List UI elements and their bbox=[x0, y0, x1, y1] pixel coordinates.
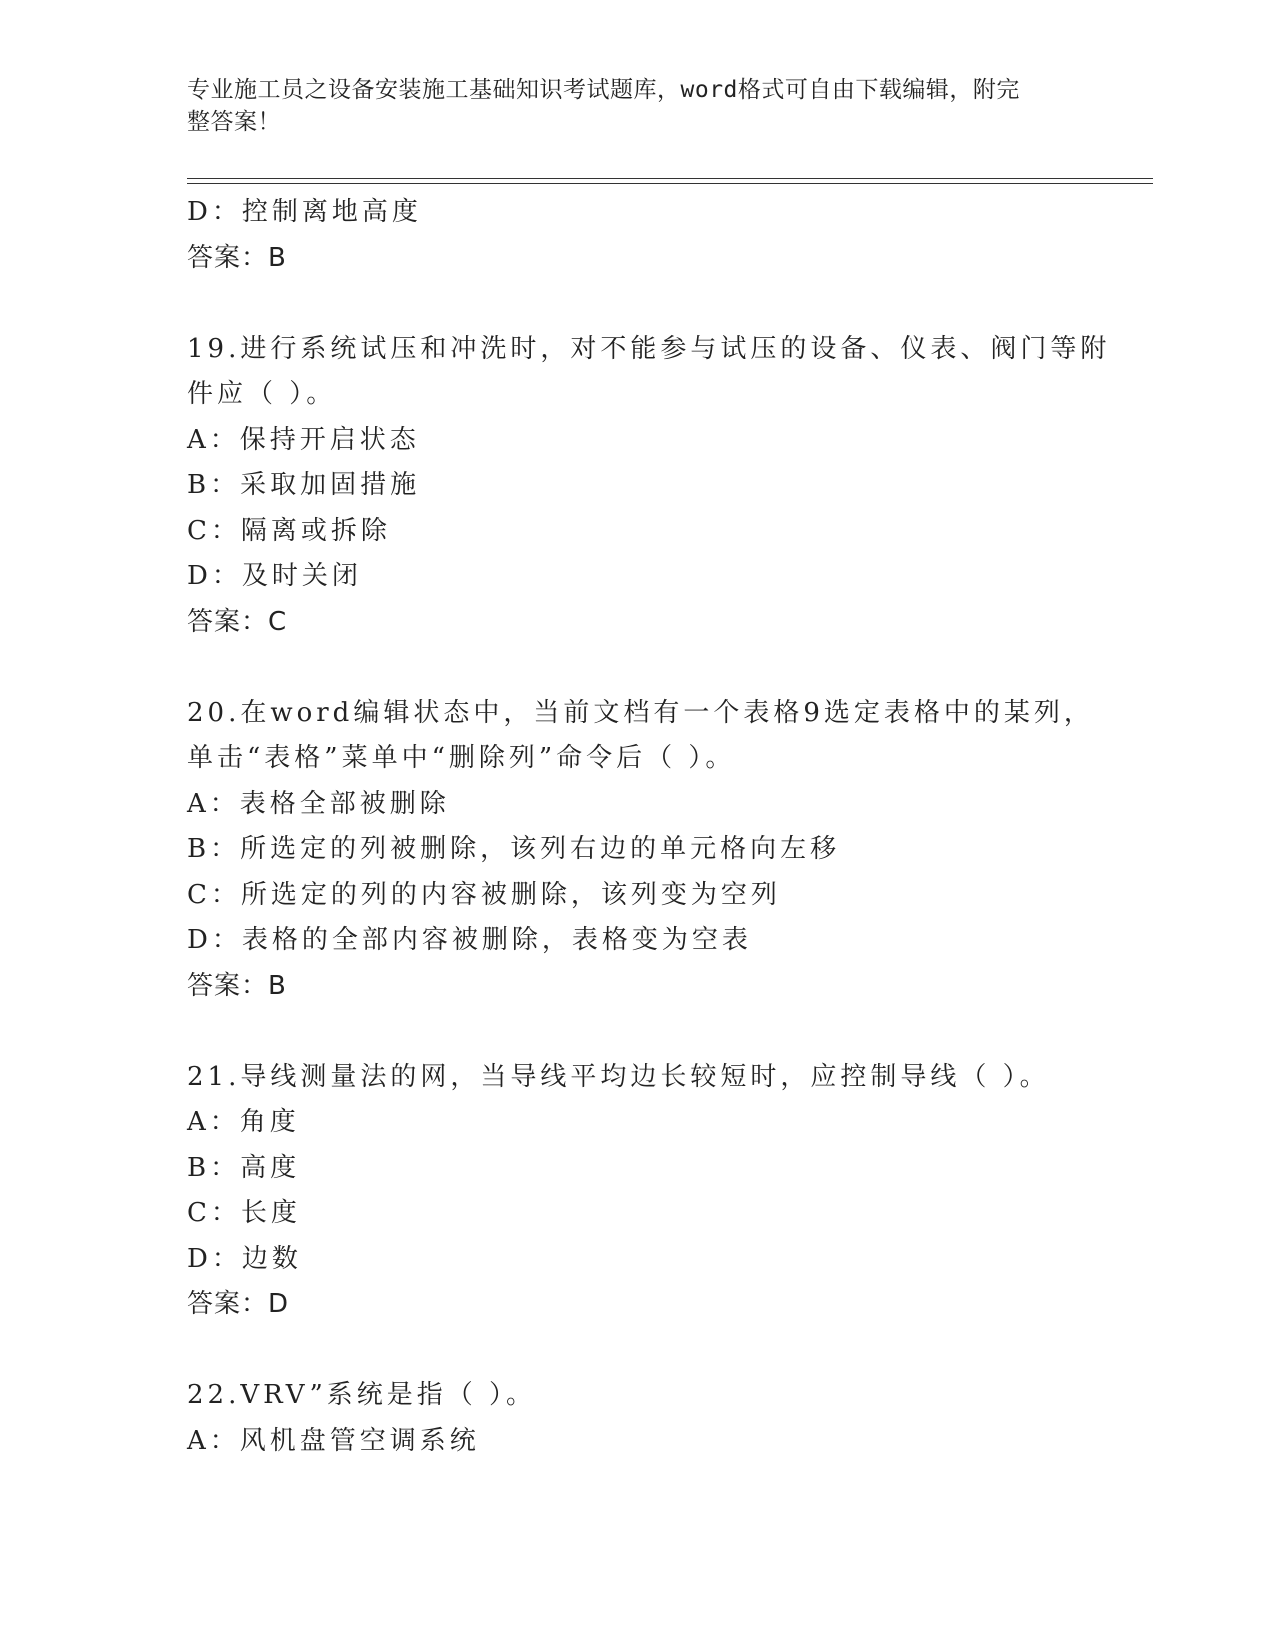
question-stem: 19.进行系统试压和冲洗时，对不能参与试压的设备、仪表、阀门等附 bbox=[187, 333, 1111, 364]
answer-line: 答案：C bbox=[187, 606, 288, 637]
question-stem: 22.VRV”系统是指（ ）。 bbox=[187, 1380, 537, 1410]
option-a: A：表格全部被删除 bbox=[187, 788, 450, 819]
option-d: D：表格的全部内容被删除，表格变为空表 bbox=[187, 925, 752, 955]
option-b: B：采取加固措施 bbox=[187, 470, 421, 500]
spacer bbox=[187, 645, 1153, 691]
header-line-2: 整答案！ bbox=[187, 109, 281, 135]
question-stem: 21.导线测量法的网，当导线平均边长较短时，应控制导线（ ）。 bbox=[187, 1061, 1050, 1092]
question-list bbox=[187, 190, 1153, 1464]
answer-line: 答案：B bbox=[187, 970, 287, 1001]
option-c: C：隔离或拆除 bbox=[187, 515, 391, 546]
option-a: A：保持开启状态 bbox=[187, 424, 420, 455]
header-rule-top bbox=[187, 178, 1153, 179]
question-stem: 20.在word编辑状态中，当前文档有一个表格9选定表格中的某列， bbox=[187, 697, 1094, 728]
option-d: D：及时关闭 bbox=[187, 561, 362, 591]
header-rule-bottom bbox=[187, 183, 1153, 184]
header-line-1: 专业施工员之设备安装施工基础知识考试题库，word格式可自由下载编辑，附完 bbox=[187, 77, 1020, 103]
answer-line: 答案：D bbox=[187, 1289, 290, 1319]
option-b: B：高度 bbox=[187, 1152, 301, 1183]
option-a: A：风机盘管空调系统 bbox=[187, 1425, 480, 1456]
document-header bbox=[187, 74, 1067, 138]
question-19 bbox=[187, 327, 1153, 646]
question-22 bbox=[187, 1373, 1153, 1464]
question-20 bbox=[187, 691, 1153, 1010]
question-stem-continued: 单击“表格”菜单中“删除列”命令后（ ）。 bbox=[187, 743, 736, 773]
option-b: B：所选定的列被删除，该列右边的单元格向左移 bbox=[187, 834, 841, 864]
answer-line: 答案：B bbox=[187, 242, 287, 273]
question-stem-continued: 件应（ ）。 bbox=[187, 379, 337, 409]
option-d: D：控制离地高度 bbox=[187, 197, 422, 227]
spacer bbox=[187, 281, 1153, 327]
option-d: D：边数 bbox=[187, 1243, 302, 1274]
option-c: C：长度 bbox=[187, 1198, 301, 1228]
spacer bbox=[187, 1328, 1153, 1374]
option-c: C：所选定的列的内容被删除，该列变为空列 bbox=[187, 879, 781, 910]
spacer bbox=[187, 1009, 1153, 1055]
option-a: A：角度 bbox=[187, 1107, 300, 1137]
question-18-fragment bbox=[187, 190, 1153, 281]
question-21 bbox=[187, 1055, 1153, 1328]
